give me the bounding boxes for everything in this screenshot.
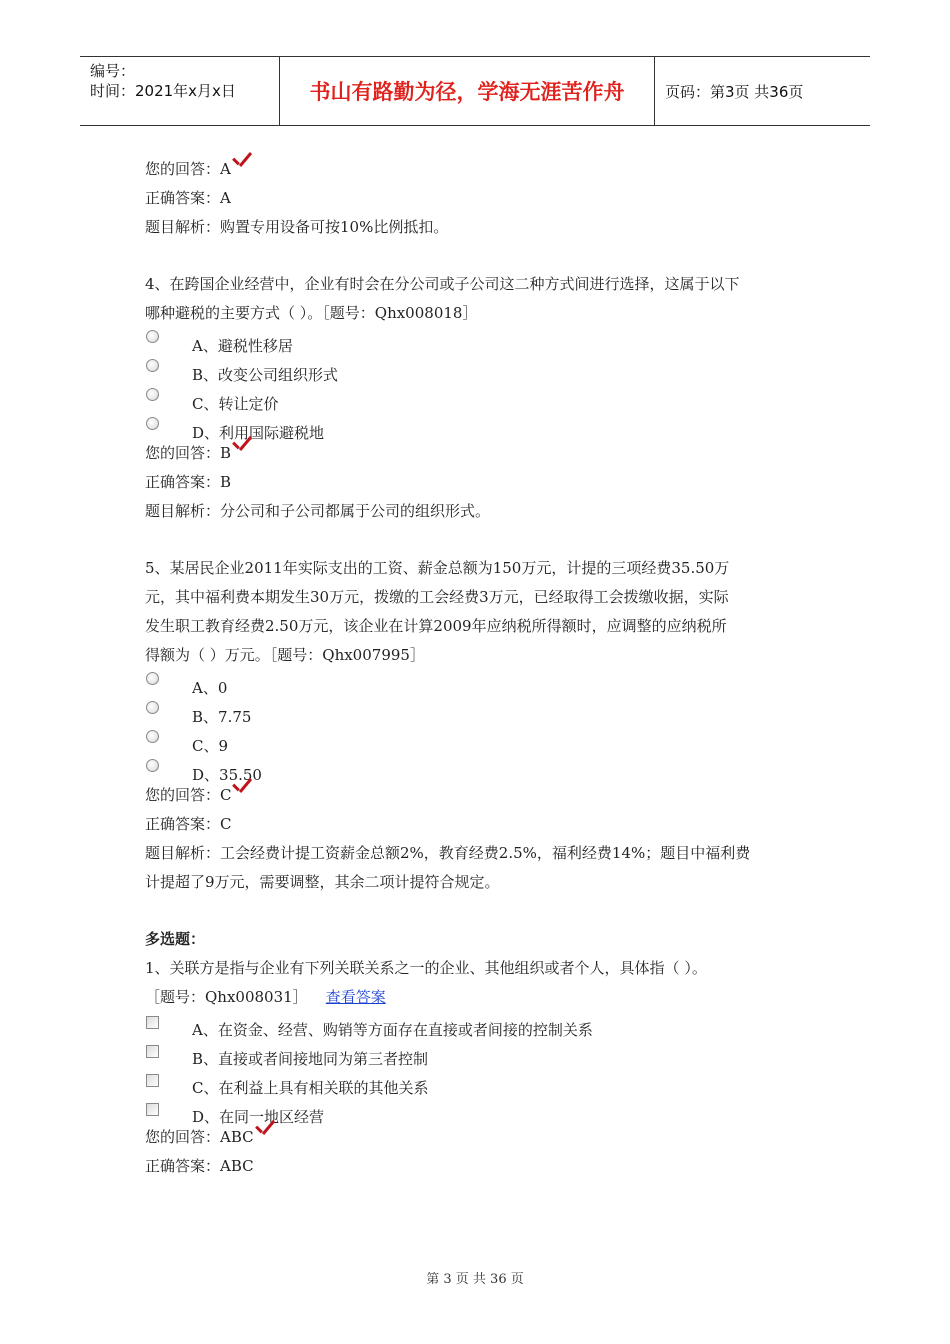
multi-choice-section-title: 多选题： <box>145 930 206 948</box>
time-label: 时间：2021年x月x日 <box>90 82 236 100</box>
page-header <box>80 56 870 126</box>
q5-option-b[interactable]: B、7.75 <box>145 699 815 728</box>
q4-option-b[interactable]: B、改变公司组织形式 <box>145 357 815 386</box>
q5-stem-line-3: 发生职工教育经费2.50万元，该企业在计算2009年应纳税所得额时，应调整的应纳税所 <box>145 617 727 635</box>
q4-stem-line-1: 4、在跨国企业经营中，企业有时会在分公司或子公司这二种方式间进行选择，这属于以下 <box>145 275 740 293</box>
checkbox-icon[interactable] <box>146 1103 159 1116</box>
radio-button-icon[interactable] <box>146 759 159 772</box>
header-motto: 书山有路勤为径，学海无涯苦作舟 <box>280 57 655 125</box>
q5-option-d[interactable]: D、35.50 <box>145 757 815 786</box>
q4-option-d[interactable]: D、利用国际避税地 <box>145 415 815 444</box>
q4-analysis: 题目解析：分公司和子公司都属于公司的组织形式。 <box>145 502 491 520</box>
q4-option-a[interactable]: A、避税性移居 <box>145 328 815 357</box>
check-mark-icon <box>254 1120 278 1138</box>
check-mark-icon <box>231 436 255 454</box>
document-body <box>145 155 815 1181</box>
header-page-info: 页码：第3页 共36页 <box>665 82 804 101</box>
view-answer-link[interactable]: 查看答案 <box>325 988 386 1006</box>
page-footer: 第 3 页 共 36 页 <box>426 1272 524 1287</box>
q5-option-c[interactable]: C、9 <box>145 728 815 757</box>
check-mark-icon <box>231 152 255 170</box>
q5-analysis-line-1: 题目解析：工会经费计提工资薪金总额2%，教育经费2.5%，福利经费14%；题目中福利费 <box>145 844 751 862</box>
radio-button-icon[interactable] <box>146 330 159 343</box>
checkbox-icon[interactable] <box>146 1045 159 1058</box>
checkbox-icon[interactable] <box>146 1074 159 1087</box>
q5-your-answer: 您的回答：C <box>145 781 815 810</box>
radio-button-icon[interactable] <box>146 701 159 714</box>
q4-stem-line-2: 哪种避税的主要方式（ ）。［题号：Qhx008018］ <box>145 304 478 322</box>
q5-correct-answer: 正确答案：C <box>145 815 232 833</box>
radio-button-icon[interactable] <box>146 672 159 685</box>
radio-button-icon[interactable] <box>146 359 159 372</box>
q3-correct-answer: 正确答案：A <box>145 189 231 207</box>
q3-your-answer: 您的回答：A <box>145 155 815 184</box>
q4-correct-answer: 正确答案：B <box>145 473 232 491</box>
q5-option-a[interactable]: A、0 <box>145 670 815 699</box>
q3-analysis: 题目解析：购置专用设备可按10%比例抵扣。 <box>145 218 449 236</box>
m1-correct-answer: 正确答案：ABC <box>145 1157 254 1175</box>
header-meta <box>80 57 280 125</box>
q4-option-c[interactable]: C、转让定价 <box>145 386 815 415</box>
m1-your-answer: 您的回答：ABC <box>145 1123 815 1152</box>
m1-option-a[interactable]: A、在资金、经营、购销等方面存在直接或者间接的控制关系 <box>145 1012 815 1041</box>
number-label: 编号： <box>90 62 136 80</box>
q5-stem-line-4: 得额为（ ）万元。［题号：Qhx007995］ <box>145 646 425 664</box>
radio-button-icon[interactable] <box>146 388 159 401</box>
q5-stem-line-2: 元，其中福利费本期发生30万元，拨缴的工会经费3万元，已经取得工会拨缴收据，实际 <box>145 588 729 606</box>
m1-option-b[interactable]: B、直接或者间接地同为第三者控制 <box>145 1041 815 1070</box>
m1-option-c[interactable]: C、在利益上具有相关联的其他关系 <box>145 1070 815 1099</box>
radio-button-icon[interactable] <box>146 417 159 430</box>
q5-analysis-line-2: 计提超了9万元，需要调整，其余二项计提符合规定。 <box>145 873 500 891</box>
radio-button-icon[interactable] <box>146 730 159 743</box>
q5-stem-line-1: 5、某居民企业2011年实际支出的工资、薪金总额为150万元，计提的三项经费35.50万 <box>145 559 730 577</box>
checkbox-icon[interactable] <box>146 1016 159 1029</box>
m1-stem-line-2: ［题号：Qhx008031］ 查看答案 <box>145 988 386 1006</box>
check-mark-icon <box>231 778 255 796</box>
q4-your-answer: 您的回答：B <box>145 439 815 468</box>
m1-stem-line-1: 1、关联方是指与企业有下列关联关系之一的企业、其他组织或者个人，具体指（ ）。 <box>145 959 707 977</box>
m1-option-d[interactable]: D、在同一地区经营 <box>145 1099 815 1128</box>
